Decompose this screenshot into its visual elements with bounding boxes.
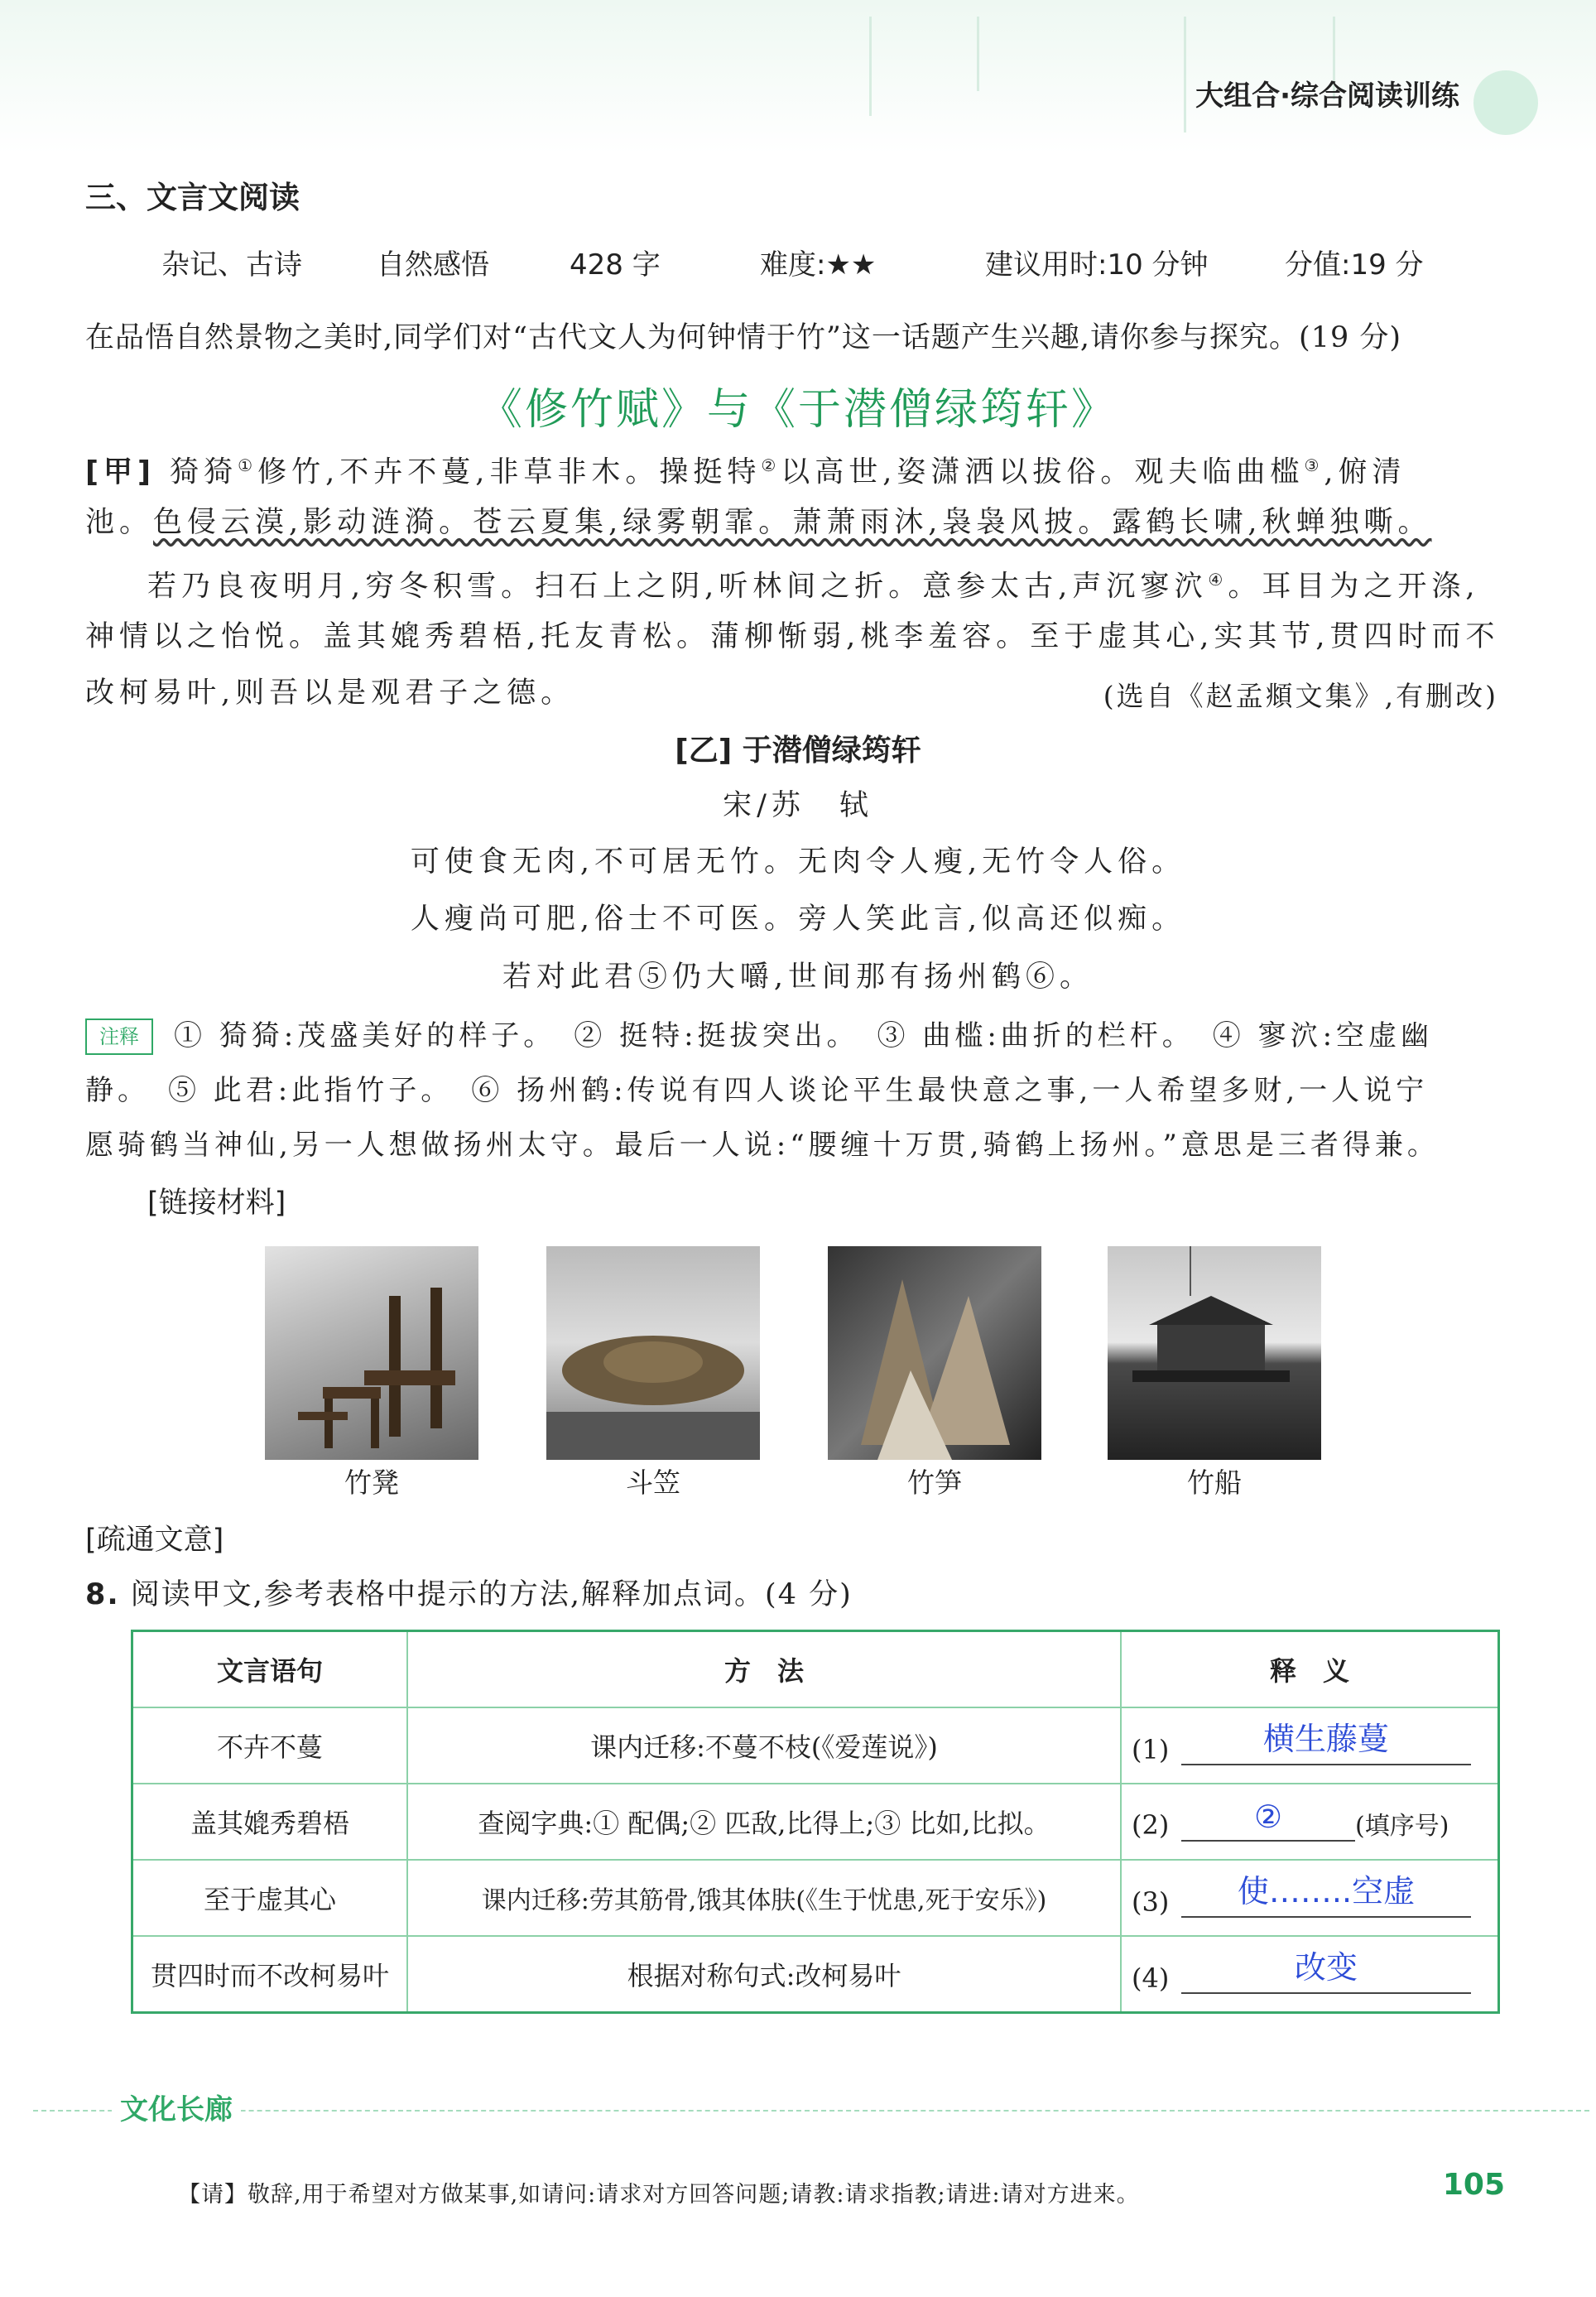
table-header-row — [132, 1631, 1499, 1708]
link-material-title: [链接材料] — [147, 1187, 286, 1220]
answer-field[interactable] — [1181, 1949, 1471, 1994]
sentence-cell: 盖其媲秀碧梧 — [132, 1784, 408, 1860]
photo-bamboo-boat — [1108, 1246, 1321, 1460]
answer-cell — [1121, 1936, 1499, 2013]
photo-bamboo-hat — [546, 1246, 760, 1460]
jia-text: 池。 — [85, 506, 154, 539]
header-decoration — [1184, 17, 1186, 132]
header-decoration — [977, 17, 979, 91]
header-title: 大组合·综合阅读训练 — [1195, 79, 1459, 113]
poem-author: 宋/苏 轼 — [723, 789, 873, 822]
table-header: 方 法 — [407, 1631, 1121, 1708]
header-circle-icon — [1473, 70, 1538, 135]
yi-title: [乙] 于潜僧绿筠轩 — [675, 734, 921, 768]
table-header: 释 义 — [1121, 1631, 1499, 1708]
meta-genre: 杂记、古诗 — [161, 248, 302, 282]
sentence-cell: 至于虚其心 — [132, 1860, 408, 1936]
question-number: 8. — [85, 1578, 120, 1611]
bamboo-hat-image — [546, 1246, 760, 1460]
intro-text: 在品悟自然景物之美时,同学们对“古代文人为何钟情于竹”这一话题产生兴趣,请你参与探究。(19 分) — [85, 321, 1402, 354]
notes-line-1: ① 猗猗:茂盛美好的样子。 ② 挺特:挺拔突出。 ③ 曲槛:曲折的栏杆。 ④ 寥泬:空虚幽 — [174, 1019, 1434, 1052]
jia-line-2 — [85, 494, 1509, 551]
answer-cell — [1121, 1707, 1499, 1784]
jia-text: 猗猗 — [170, 455, 238, 489]
header-decoration — [869, 17, 872, 116]
section-title: 三、文言文阅读 — [85, 180, 300, 215]
answer-text: ② — [1253, 1799, 1283, 1835]
table-row — [132, 1860, 1499, 1936]
answer-cell — [1121, 1784, 1499, 1860]
notes-tag: 注释 — [85, 1018, 153, 1055]
jia-text: 若乃良夜明月,穷冬积雪。扫石上之阴,听林间之折。意参太古,声沉寥泬 — [147, 570, 1209, 604]
meta-time: 建议用时:10 分钟 — [985, 248, 1209, 282]
answer-field[interactable] — [1181, 1799, 1355, 1842]
bamboo-chair-image — [265, 1246, 478, 1460]
jia-line-5: 改柯易叶,则吾以是观君子之德。 — [85, 677, 575, 710]
poem-line: 人瘦尚可肥,俗士不可医。旁人笑此言,似高还似痴。 — [410, 903, 1186, 936]
photo-caption: 竹笋 — [907, 1466, 962, 1499]
table-row — [132, 1784, 1499, 1860]
answer-text: 横生藤蔓 — [1262, 1721, 1389, 1757]
footer-note: 【请】敬辞,用于希望对方做某事,如请问:请求对方回答问题;请教:请求指教;请进:请对方进来。 — [178, 2182, 1140, 2208]
sentence-cell: 不卉不蔓 — [132, 1707, 408, 1784]
answer-suffix: (填序号) — [1355, 1812, 1449, 1841]
question-text: 阅读甲文,参考表格中提示的方法,解释加点词。(4 分) — [130, 1578, 853, 1611]
method-cell: 根据对称句式:改柯易叶 — [407, 1936, 1121, 2013]
question-8 — [85, 1572, 853, 1613]
bamboo-shoot-image — [828, 1246, 1041, 1460]
footer-tag: 文化长廊 — [112, 2087, 241, 2127]
jia-text: 修竹,不卉不蔓,非草非木。操挺特 — [257, 455, 762, 489]
notes-line-3: 愿骑鹤当神仙,另一人想做扬州太守。最后一人说:“腰缠十万贯,骑鹤上扬州。”意思是三者得兼。 — [85, 1129, 1440, 1162]
jia-wavy-text: 色侵云漠,影动涟漪。苍云夏集,绿雾朝霏。萧萧雨沐,袅袅风披。露鹤长啸,秋蝉独嘶。 — [153, 506, 1432, 539]
answer-field[interactable] — [1181, 1873, 1471, 1918]
jia-text: 。耳目为之开涤, — [1228, 570, 1480, 604]
jia-line-4: 神情以之怡悦。盖其媲秀碧梧,托友青松。蒲柳惭弱,桃李羞容。至于虚其心,实其节,贯四时而不 — [85, 620, 1500, 653]
photo-bamboo-stool — [265, 1246, 478, 1460]
answer-number: (4) — [1132, 1962, 1170, 1994]
method-cell: 查阅字典:① 配偶;② 匹敌,比得上;③ 比如,比拟。 — [407, 1784, 1121, 1860]
meta-words: 428 字 — [570, 248, 661, 282]
table-header: 文言语句 — [132, 1631, 408, 1708]
poem-line: 若对此君⑤仍大嚼,世间那有扬州鹤⑥。 — [502, 961, 1094, 994]
answer-number: (2) — [1132, 1809, 1170, 1841]
table-row — [132, 1936, 1499, 2013]
answer-table — [131, 1630, 1500, 2014]
answer-text: 使……..空虚 — [1237, 1873, 1416, 1909]
bamboo-boat-image — [1108, 1246, 1321, 1460]
jia-line-1: [甲] 猗猗①修竹,不卉不蔓,非草非木。操挺特②以高世,姿潇洒以拔俗。观夫临曲槛③,俯清 — [85, 455, 1406, 489]
jia-source: (选自《赵孟頫文集》,有删改) — [1103, 680, 1498, 712]
table-row — [132, 1707, 1499, 1784]
footer-divider — [33, 2110, 1589, 2112]
main-title: 《修竹赋》与《于潜僧绿筠轩》 — [478, 385, 1117, 435]
photo-bamboo-shoot — [828, 1246, 1041, 1460]
jia-line-3: 若乃良夜明月,穷冬积雪。扫石上之阴,听林间之折。意参太古,声沉寥泬④。耳目为之开涤, — [147, 570, 1480, 604]
jia-text: ,俯清 — [1324, 455, 1406, 489]
meta-difficulty: 难度:★★ — [760, 248, 877, 282]
photo-caption: 竹船 — [1187, 1466, 1242, 1499]
jia-tag: [甲] — [85, 455, 156, 489]
notes-line-2: 静。 ⑤ 此君:此指竹子。 ⑥ 扬州鹤:传说有四人谈论平生最快意之事,一人希望多财,一人说宁 — [85, 1074, 1429, 1107]
answer-text: 改变 — [1294, 1949, 1358, 1986]
answer-number: (3) — [1132, 1886, 1170, 1918]
photo-caption: 竹凳 — [344, 1466, 399, 1499]
answer-cell — [1121, 1860, 1499, 1936]
jia-text: 以高世,姿潇洒以拔俗。观夫临曲槛 — [781, 455, 1305, 489]
meta-theme: 自然感悟 — [377, 248, 489, 282]
sentence-cell: 贯四时而不改柯易叶 — [132, 1936, 408, 2013]
method-cell: 课内迁移:不蔓不枝(《爱莲说》) — [407, 1707, 1121, 1784]
page-number: 105 — [1442, 2168, 1505, 2202]
poem-line: 可使食无肉,不可居无竹。无肉令人瘦,无竹令人俗。 — [410, 845, 1186, 879]
answer-field[interactable] — [1181, 1721, 1471, 1765]
photo-caption: 斗笠 — [626, 1466, 680, 1499]
meta-score: 分值:19 分 — [1285, 248, 1424, 282]
sutong-title: [疏通文意] — [85, 1524, 224, 1557]
answer-number: (1) — [1132, 1734, 1170, 1765]
method-cell: 课内迁移:劳其筋骨,饿其体肤(《生于忧患,死于安乐》) — [407, 1860, 1121, 1936]
